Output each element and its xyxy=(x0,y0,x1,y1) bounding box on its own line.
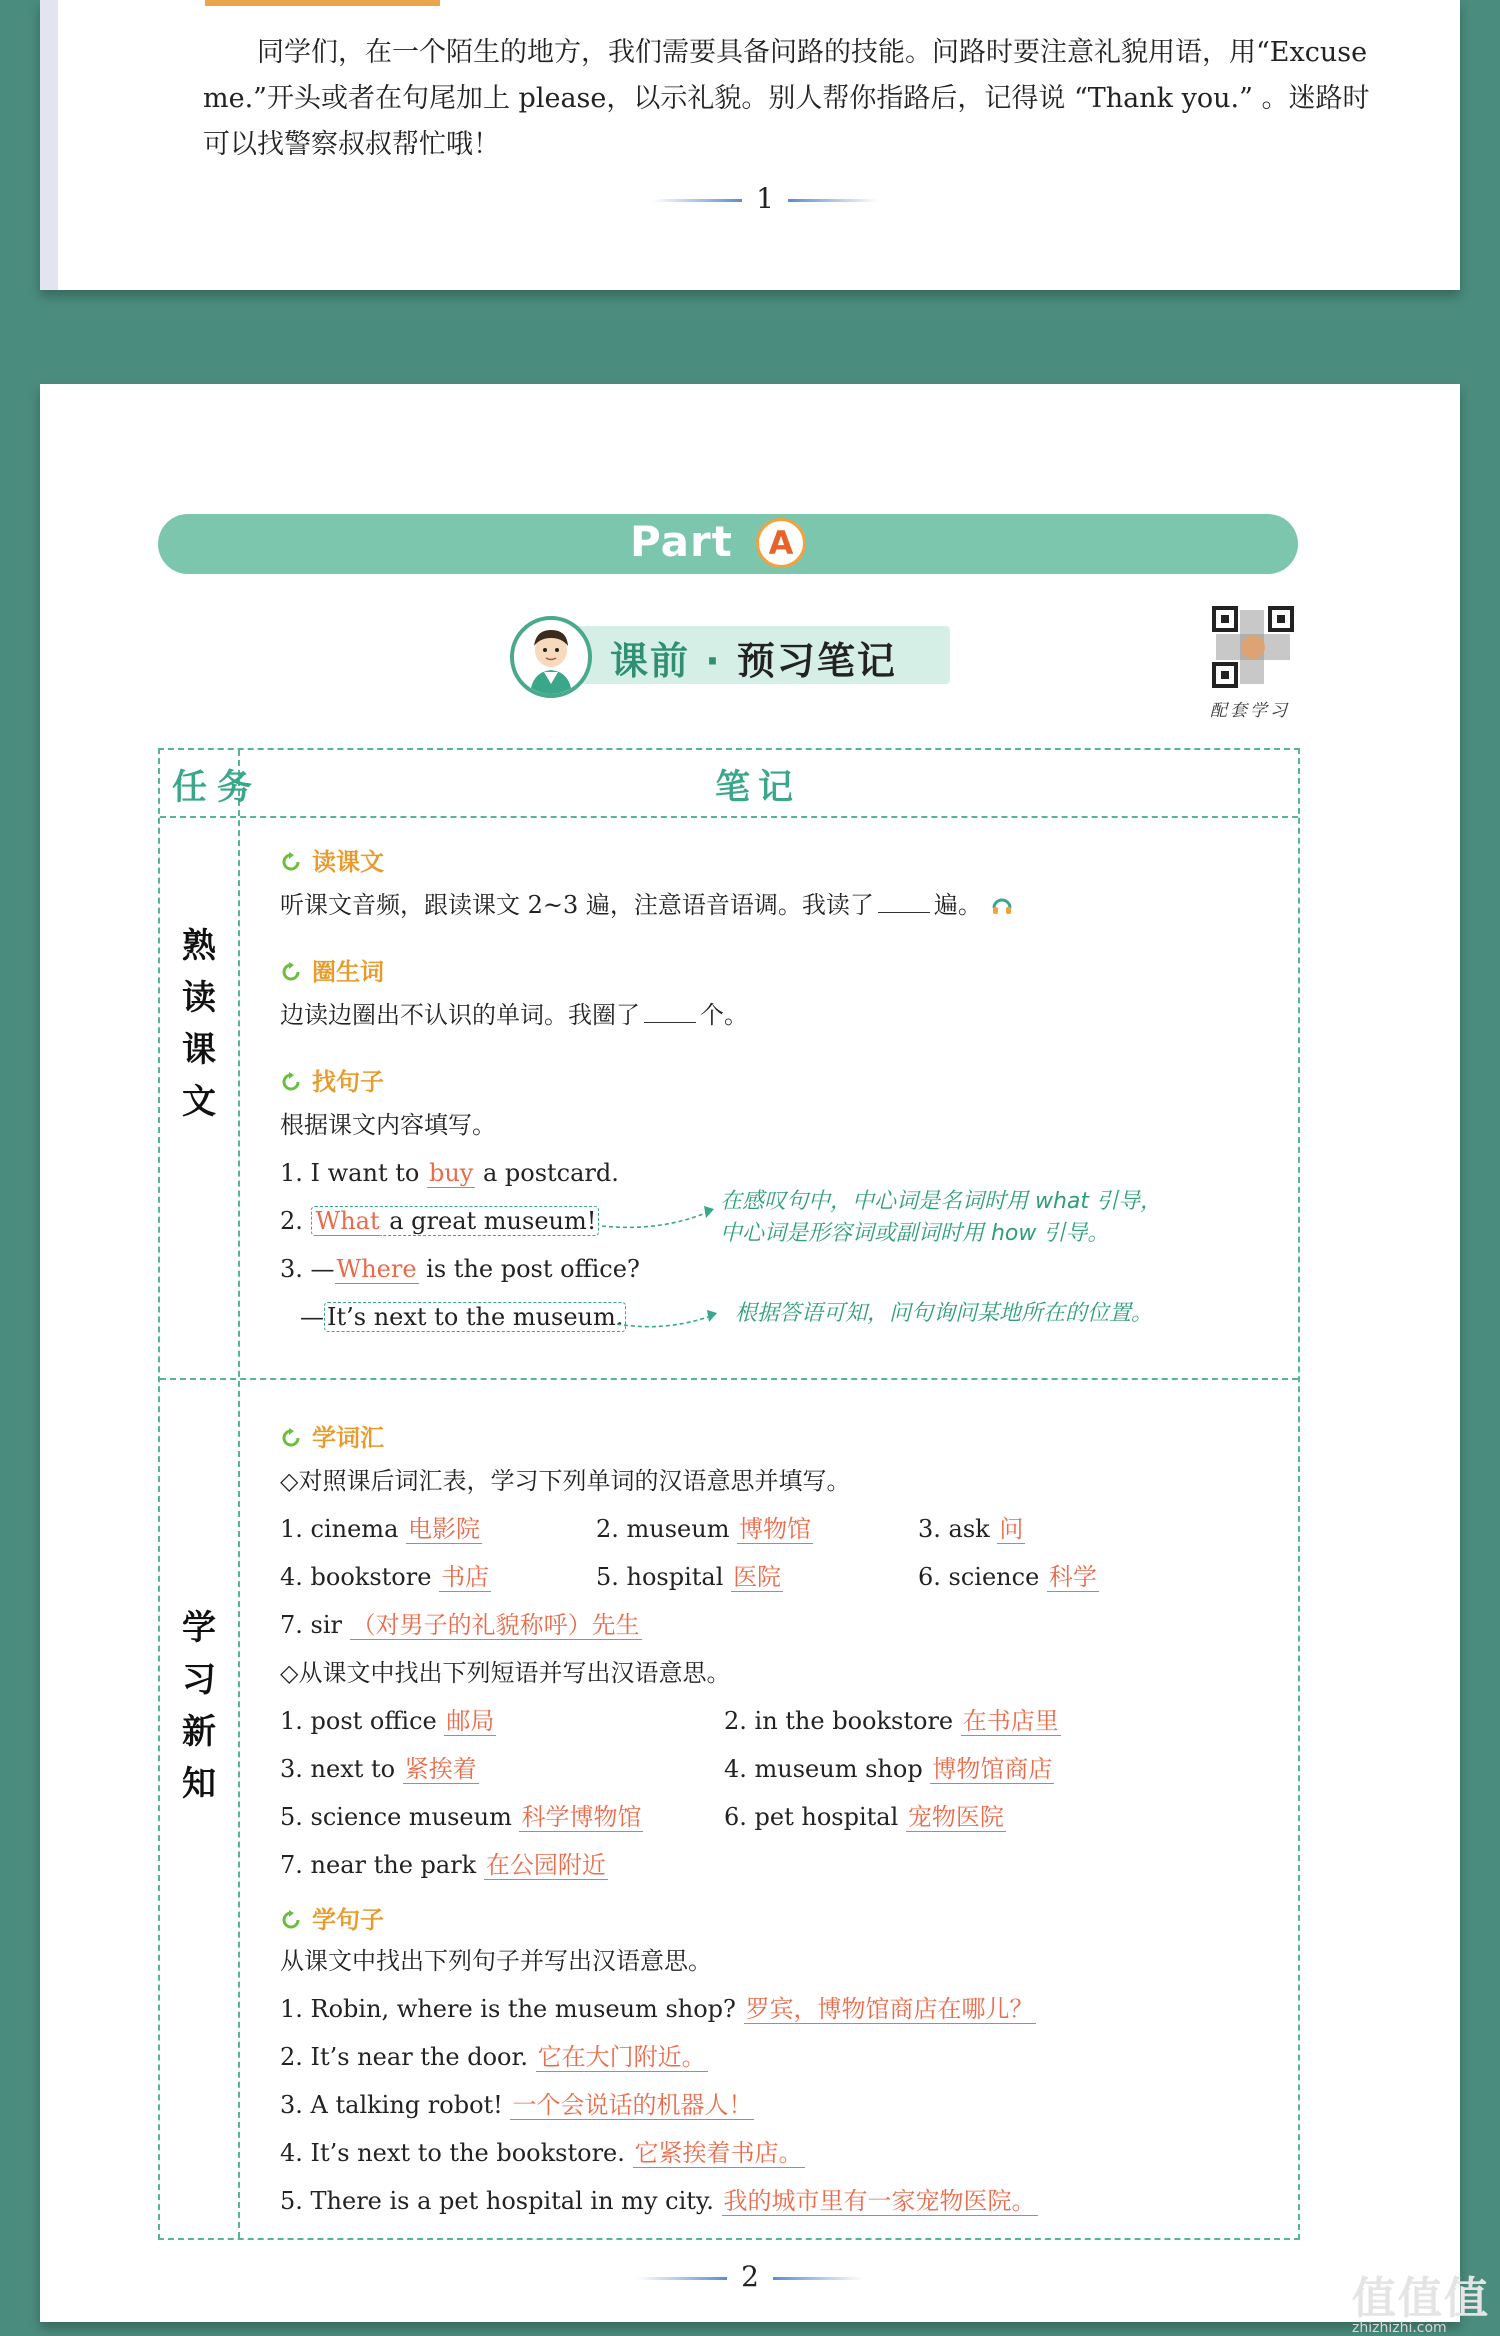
find-sentence-4: — It’s next to the museum. xyxy=(300,1302,626,1332)
banner-dot: · xyxy=(705,639,722,683)
vocab-instruction: ◇对照课后词汇表，学习下列单词的汉语意思并填写。 xyxy=(280,1467,851,1495)
phrase-instruction: ◇从课文中找出下列短语并写出汉语意思。 xyxy=(280,1659,731,1687)
qr-code-icon[interactable] xyxy=(1212,606,1294,688)
phrase-item: 1. post office 邮局 xyxy=(280,1707,495,1735)
find-sentence-1: 1. I want to buy a postcard. xyxy=(280,1159,619,1187)
page-number-1 xyxy=(600,182,930,215)
vocab-item: 1. cinema 电影院 xyxy=(280,1515,481,1543)
sentence-item: 3. A talking robot! 一个会说话的机器人！ xyxy=(280,2091,753,2119)
find-sentence-2: 2. What a great museum! xyxy=(280,1206,599,1236)
section-circle xyxy=(280,952,384,987)
phrase-item: 6. pet hospital 宠物医院 xyxy=(724,1803,1004,1831)
vocab-item: 2. museum 博物馆 xyxy=(596,1515,812,1543)
section-find xyxy=(280,1062,384,1097)
part-label: Part xyxy=(630,517,733,566)
arrow-icon xyxy=(615,1298,725,1338)
answer-what: What xyxy=(315,1207,380,1235)
header-notes: 笔记 xyxy=(715,768,802,808)
section-read-title: 读课文 xyxy=(312,848,384,876)
sentences-instruction: 从课文中找出下列句子并写出汉语意思。 xyxy=(280,1947,712,1975)
arrow-icon xyxy=(600,1196,720,1236)
sentence-item: 4. It’s next to the bookstore. 它紧挨着书店。 xyxy=(280,2139,803,2167)
read-text-after: 遍。 xyxy=(933,891,982,919)
refresh-icon xyxy=(280,1427,302,1449)
page-number-2 xyxy=(585,2260,915,2293)
intro-paragraph: 同学们，在一个陌生的地方，我们需要具备问路的技能。问路时要注意礼貌用语，用“Excuse me.”开头或者在句尾加上 please，以示礼貌。别人帮你指路后，记得说 “Thank you.” 。迷路时可以找警察叔叔帮忙哦！ xyxy=(203,37,1370,160)
sentence-item: 1. Robin, where is the museum shop? 罗宾，博物馆商店在哪儿？ xyxy=(280,1995,1034,2023)
watermark-url: zhizhizhi.com xyxy=(1352,2320,1447,2336)
phrase-item: 3. next to 紧挨着 xyxy=(280,1755,477,1783)
preview-notes-banner xyxy=(510,616,950,686)
page-2 xyxy=(40,384,1460,2322)
vocab-item: 5. hospital 医院 xyxy=(596,1563,782,1591)
notes-table xyxy=(158,748,1300,2240)
section-sentences-title: 学句子 xyxy=(312,1906,384,1934)
highlight-mark xyxy=(205,0,440,6)
answer-box: It’s next to the museum. xyxy=(324,1302,626,1332)
vocab-item: 6. science 科学 xyxy=(918,1563,1097,1591)
vocab-item: 4. bookstore 书店 xyxy=(280,1563,490,1591)
section-vocab xyxy=(280,1418,384,1453)
phrase-item: 4. museum shop 博物馆商店 xyxy=(724,1755,1053,1783)
header-task: 任务 xyxy=(172,768,263,808)
refresh-icon xyxy=(280,961,302,983)
row-label-learn-new: 学习新知 xyxy=(182,1608,216,1804)
find-instruction: 根据课文内容填写。 xyxy=(280,1111,496,1139)
headphones-icon[interactable] xyxy=(990,893,1014,917)
section-vocab-title: 学词汇 xyxy=(312,1424,384,1452)
banner-title xyxy=(610,630,897,685)
sentence-item: 2. It’s near the door. 它在大门附近。 xyxy=(280,2043,706,2071)
circle-text-after: 个。 xyxy=(700,1001,748,1029)
section-find-title: 找句子 xyxy=(312,1068,384,1096)
sentence-item: 5. There is a pet hospital in my city. 我的城市里有一家宠物医院。 xyxy=(280,2187,1036,2215)
row-label-read-text: 熟读课文 xyxy=(182,926,216,1122)
refresh-icon xyxy=(280,1071,302,1093)
student-avatar-icon xyxy=(510,616,592,698)
phrase-item: 7. near the park 在公园附近 xyxy=(280,1851,606,1879)
banner-title-left: 课前 xyxy=(610,639,691,683)
site-watermark xyxy=(1352,2262,1490,2336)
phrase-item: 2. in the bookstore 在书店里 xyxy=(724,1707,1059,1735)
find-sentence-3: 3. —Where is the post office? xyxy=(280,1255,640,1283)
read-count-blank[interactable] xyxy=(878,890,930,913)
read-instruction xyxy=(280,890,1014,920)
vocab-item: 3. ask 问 xyxy=(918,1515,1024,1543)
circle-instruction xyxy=(280,1000,748,1030)
circle-count-blank[interactable] xyxy=(644,1000,696,1023)
page-number-text: 2 xyxy=(741,2260,759,2293)
part-letter-badge: A xyxy=(756,518,806,568)
page-1 xyxy=(40,0,1460,290)
qr-label: 配套学习 xyxy=(1210,701,1290,721)
banner-title-right: 预习笔记 xyxy=(736,639,897,683)
refresh-icon xyxy=(280,851,302,873)
grammar-note-exclamation xyxy=(720,1186,1162,1250)
phrase-item: 5. science museum 科学博物馆 xyxy=(280,1803,642,1831)
read-text-before: 听课文音频，跟读课文 2~3 遍，注意语音语调。我读了 xyxy=(280,891,874,919)
circle-text-before: 边读边圈出不认识的单词。我圈了 xyxy=(280,1001,640,1029)
page-edge-band xyxy=(40,0,58,290)
grammar-note-location: 根据答语可知，问句询问某地所在的位置。 xyxy=(735,1301,1154,1326)
watermark-logo: 值值值 xyxy=(1352,2273,1490,2324)
refresh-icon xyxy=(280,1909,302,1931)
section-read xyxy=(280,842,384,877)
section-sentences xyxy=(280,1900,384,1935)
note1-line2: 中心词是形容词或副词时用 how 引导。 xyxy=(720,1221,1110,1246)
answer-buy: buy xyxy=(428,1159,474,1187)
section-circle-title: 圈生词 xyxy=(312,958,384,986)
vocab-item: 7. sir （对男子的礼貌称呼）先生 xyxy=(280,1611,640,1639)
note1-line1: 在感叹句中，中心词是名词时用 what 引导， xyxy=(720,1189,1163,1214)
page-number-text: 1 xyxy=(756,182,774,215)
answer-where: Where xyxy=(336,1255,417,1283)
